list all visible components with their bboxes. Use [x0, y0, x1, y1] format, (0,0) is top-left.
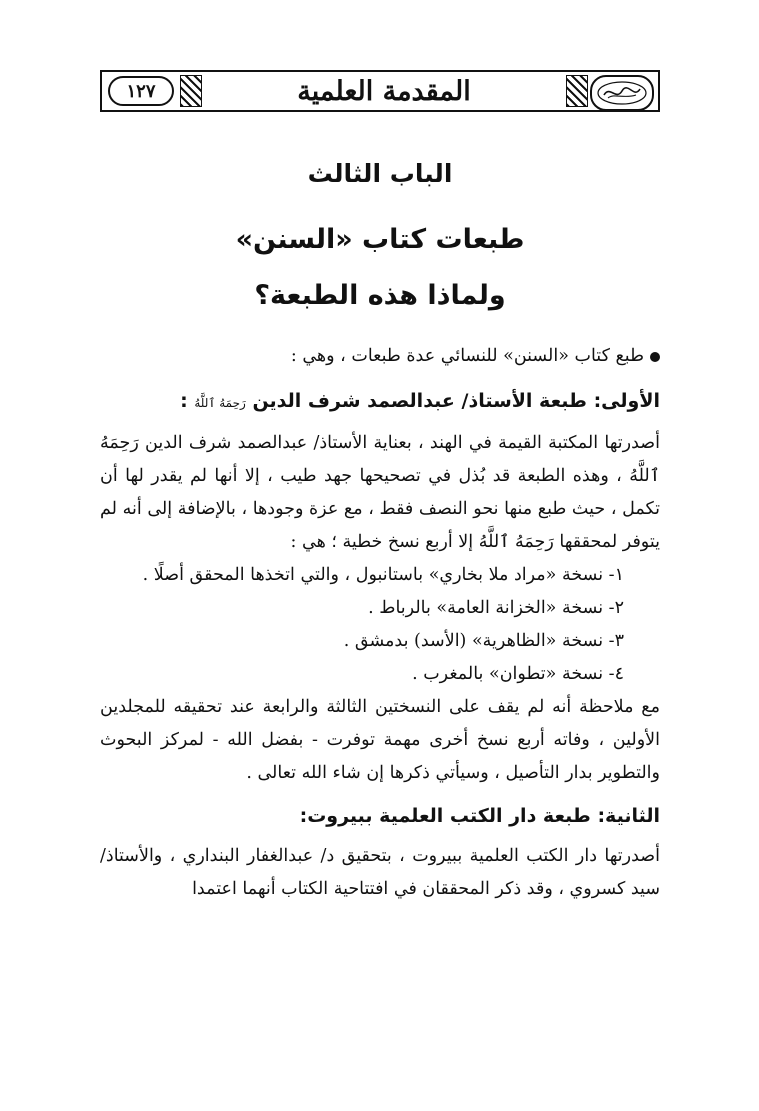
- edition1-note: مع ملاحظة أنه لم يقف على النسختين الثالثة والرابعة عند تحقيقه للمجلدين الأولين ، وفاته أربع نسخ أخرى مهمة توفرت - بفضل الله - لمركز البحوث والتطوير بدار التأصيل ، وسيأتي ذكرها إن شاء الله تعالى .: [100, 697, 660, 783]
- list-item: ٢- نسخة «الخزانة العامة» بالرباط .: [368, 598, 624, 618]
- edition2-heading: الثانية: طبعة دار الكتب العلمية ببيروت:: [299, 805, 660, 827]
- running-header: [100, 70, 660, 112]
- edition1-paragraph: أصدرتها المكتبة القيمة في الهند ، بعناية الأستاذ/ عبدالصمد شرف الدين رَحِمَهُ ٱللَّهُ ، وهذه الطبعة قد بُذل في تصحيحها جهد طيب ، إلا أنها لم يقدر لها أن تكمل ، حيث طبع منها نحو النصف فقط ، مع عزة وجودها ، بالإضافة إلى أنه لم يتوفر لمحققها رَحِمَهُ ٱللَّهُ إلا أربع نسخ خطية ؛ هي :: [100, 433, 660, 552]
- bullet-icon: [650, 352, 660, 362]
- intro-text: طبع كتاب «السنن» للنسائي عدة طبعات ، وهي :: [290, 346, 644, 366]
- running-title: المقدمة العلمية: [297, 75, 471, 107]
- manuscript-list: [100, 559, 660, 691]
- edition1-heading-text: الأولى: طبعة الأستاذ/ عبدالصمد شرف الدين: [252, 390, 660, 412]
- edition1-heading-end: :: [180, 390, 188, 412]
- publisher-seal-icon: [590, 75, 654, 111]
- list-item: ٤- نسخة «تطوان» بالمغرب .: [412, 664, 624, 684]
- seal-ornament-icon: [594, 79, 650, 107]
- honorific: رَحِمَهُ ٱللَّهُ: [194, 396, 246, 410]
- chapter-title-line1: طبعات كتاب «السنن»: [235, 224, 525, 255]
- page-number: ١٢٧: [108, 76, 174, 106]
- chapter-title: [100, 212, 660, 324]
- chapter-label: الباب الثالث: [307, 159, 453, 188]
- edition2-paragraph: أصدرتها دار الكتب العلمية ببيروت ، بتحقيق د/ عبدالغفار البنداري ، والأستاذ/ سيد كسروي ، وقد ذكر المحققان في افتتاحية الكتاب أنهما اعتمدا: [100, 846, 660, 899]
- header-ornament-left: [180, 75, 202, 107]
- edition1-heading: [100, 381, 660, 423]
- header-ornament-right: [566, 75, 588, 107]
- page-body: [100, 150, 660, 906]
- list-item: ١- نسخة «مراد ملا بخاري» باستانبول ، والتي اتخذها المحقق أصلًا .: [142, 565, 624, 585]
- list-item: ٣- نسخة «الظاهرية» (الأسد) بدمشق .: [343, 631, 624, 651]
- intro-line: [100, 340, 660, 373]
- chapter-title-line2: ولماذا هذه الطبعة؟: [254, 280, 506, 311]
